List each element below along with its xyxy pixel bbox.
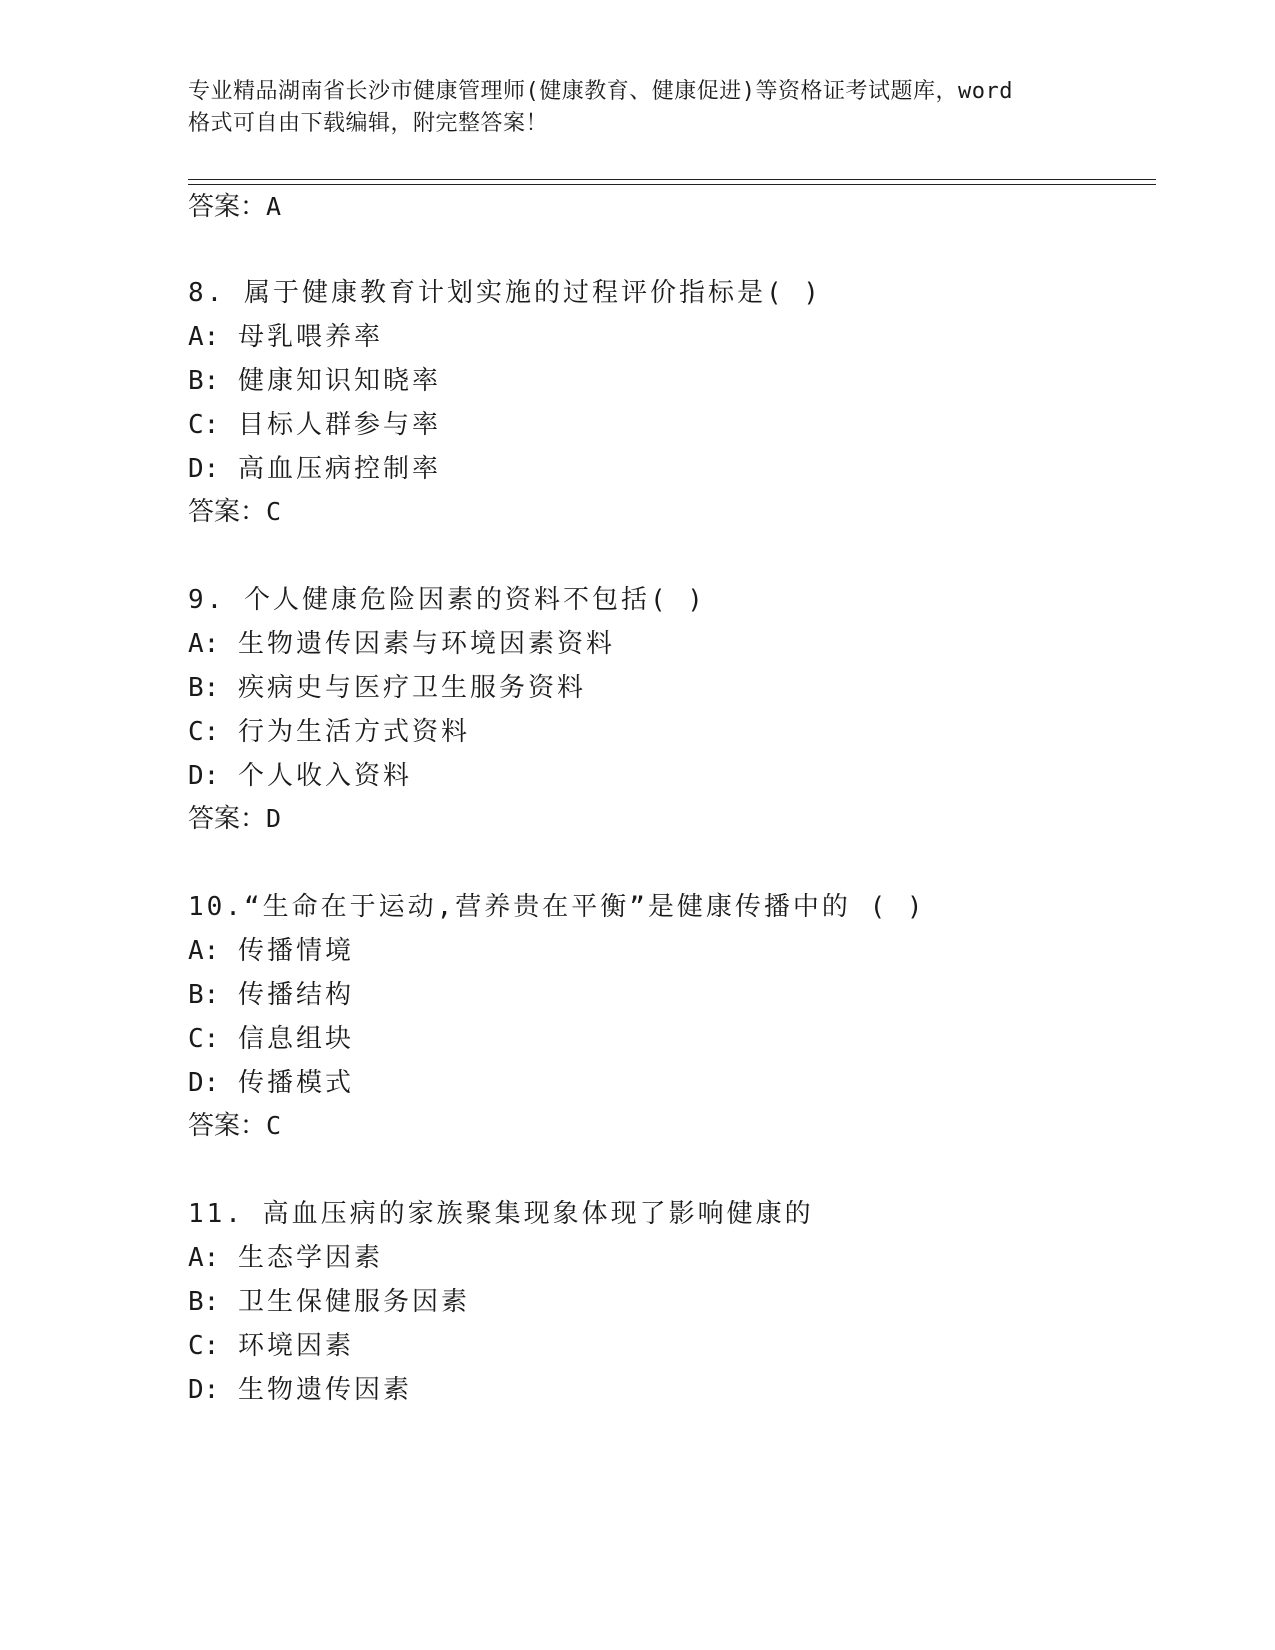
answer-line (188, 190, 281, 224)
option-c (188, 1329, 354, 1363)
option-d (188, 452, 441, 486)
option-text: 行为生活方式资料 (237, 717, 470, 747)
option-text: 卫生保健服务因素 (237, 1287, 470, 1317)
answer-value: D (266, 804, 282, 833)
option-text: 环境因素 (237, 1331, 354, 1361)
option-text: 传播结构 (237, 980, 354, 1010)
question-text: 8. 属于健康教育计划实施的过程评价指标是( ) (188, 278, 822, 308)
option-a (188, 1241, 383, 1275)
answer-line (188, 802, 281, 836)
option-b (188, 671, 586, 705)
option-letter: B: (188, 980, 220, 1010)
header-divider-top (188, 179, 1156, 180)
option-letter: D: (188, 1068, 220, 1098)
option-letter: B: (188, 673, 220, 703)
option-text: 目标人群参与率 (237, 410, 441, 440)
answer-line (188, 1109, 281, 1143)
header-divider-bottom (188, 184, 1156, 185)
option-c (188, 715, 470, 749)
option-b (188, 364, 441, 398)
option-letter: D: (188, 761, 220, 791)
answer-label: 答案： (188, 192, 267, 222)
option-text: 疾病史与医疗卫生服务资料 (237, 673, 586, 703)
option-letter: C: (188, 717, 220, 747)
option-letter: D: (188, 1375, 220, 1405)
answer-value: A (266, 192, 282, 221)
option-letter: B: (188, 366, 220, 396)
option-text: 生物遗传因素与环境因素资料 (237, 629, 615, 659)
answer-line (188, 495, 281, 529)
option-text: 健康知识知晓率 (237, 366, 441, 396)
option-d (188, 1373, 412, 1407)
option-text: 信息组块 (237, 1024, 354, 1054)
header-line-2: 格式可自由下载编辑，附完整答案！ (188, 111, 549, 136)
answer-value: C (266, 497, 282, 526)
option-letter: A: (188, 1243, 220, 1273)
option-b (188, 1285, 470, 1319)
option-text: 母乳喂养率 (237, 322, 383, 352)
document-header (188, 76, 1088, 140)
answer-value: C (266, 1111, 282, 1140)
question-text: 10.“生命在于运动,营养贵在平衡”是健康传播中的 ( ) (188, 892, 926, 922)
question-text: 11. 高血压病的家族聚集现象体现了影响健康的 (188, 1199, 814, 1229)
option-text: 高血压病控制率 (237, 454, 441, 484)
option-a (188, 934, 354, 968)
option-letter: A: (188, 936, 220, 966)
option-text: 传播模式 (237, 1068, 354, 1098)
option-d (188, 759, 412, 793)
option-letter: C: (188, 1024, 220, 1054)
option-text: 传播情境 (237, 936, 354, 966)
header-line-1: 专业精品湖南省长沙市健康管理师(健康教育、健康促进)等资格证考试题库，word (188, 79, 1013, 104)
option-c (188, 408, 441, 442)
answer-label: 答案： (188, 1111, 267, 1141)
option-text: 生态学因素 (237, 1243, 383, 1273)
option-c (188, 1022, 354, 1056)
option-letter: D: (188, 454, 220, 484)
option-letter: A: (188, 322, 220, 352)
option-a (188, 627, 615, 661)
option-letter: B: (188, 1287, 220, 1317)
option-a (188, 320, 383, 354)
question-text: 9. 个人健康危险因素的资料不包括( ) (188, 585, 706, 615)
option-text: 个人收入资料 (237, 761, 412, 791)
option-letter: C: (188, 1331, 220, 1361)
answer-label: 答案： (188, 804, 267, 834)
option-letter: C: (188, 410, 220, 440)
option-d (188, 1066, 354, 1100)
option-text: 生物遗传因素 (237, 1375, 412, 1405)
option-letter: A: (188, 629, 220, 659)
answer-label: 答案： (188, 497, 267, 527)
option-b (188, 978, 354, 1012)
